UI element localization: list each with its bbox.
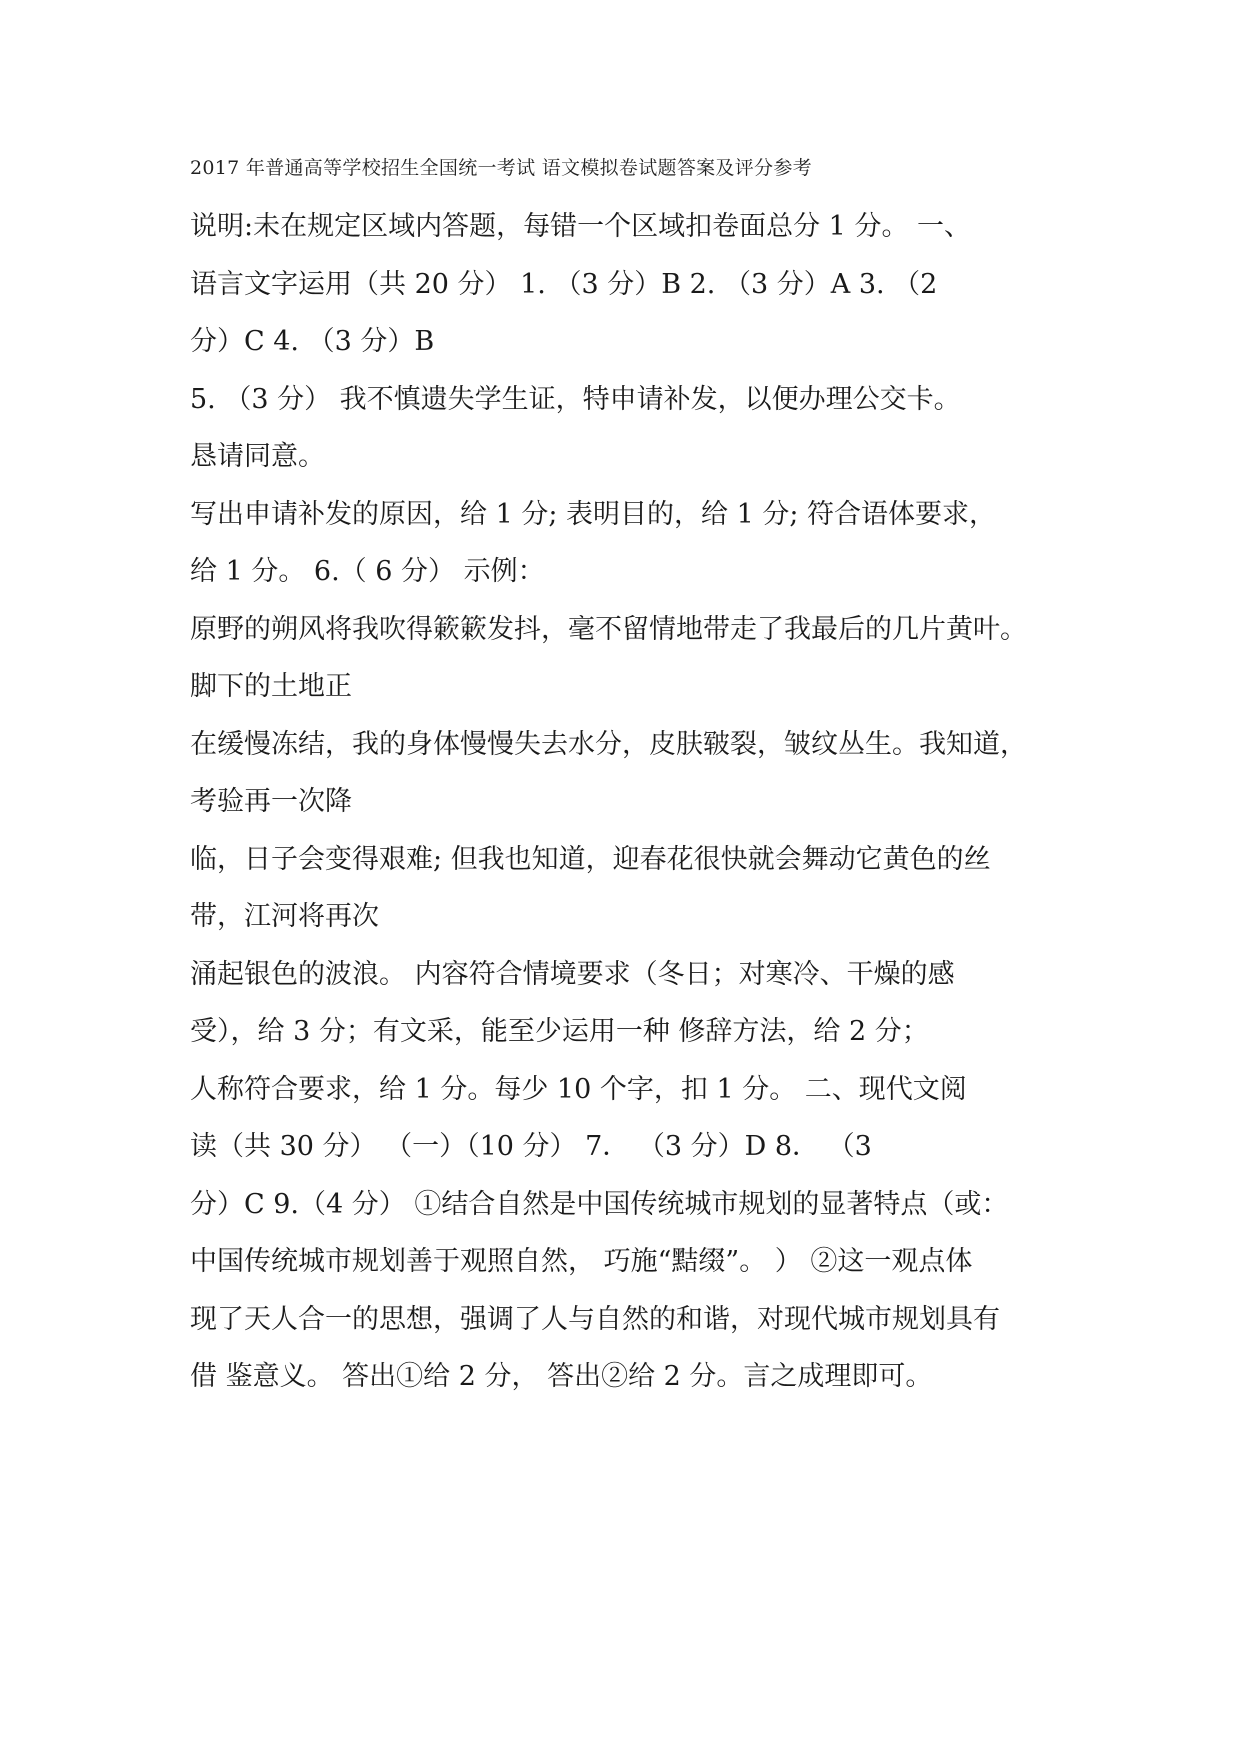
- text-line: 说明:未在规定区域内答题，每错一个区域扣卷面总分 1 分。 一、: [190, 211, 972, 242]
- text-line: 人称符合要求，给 1 分。每少 10 个字，扣 1 分。 二、现代文阅: [190, 1074, 967, 1105]
- text-line: 写出申请补发的原因，给 1 分; 表明目的，给 1 分; 符合语体要求，: [190, 499, 997, 530]
- text-line: 读（共 30 分） （一）（10 分） 7． （3 分）D 8． （3: [190, 1131, 872, 1162]
- text-line: 临，日子会变得艰难; 但我也知道，迎春花很快就会舞动它黄色的丝: [190, 844, 991, 875]
- text-line: 给 1 分。 6.（ 6 分） 示例：: [190, 556, 545, 587]
- text-line: 5. （3 分） 我不慎遗失学生证，特申请补发，以便办理公交卡。: [190, 384, 961, 415]
- text-line: 分）C 9.（4 分） ①结合自然是中国传统城市规划的显著特点（或：: [190, 1189, 1009, 1220]
- text-line: 借 鉴意义。 答出①给 2 分， 答出②给 2 分。言之成理即可。: [190, 1361, 933, 1392]
- text-line: 受），给 3 分；有文采，能至少运用一种 修辞方法，给 2 分；: [190, 1016, 929, 1047]
- text-line: 现了天人合一的思想，强调了人与自然的和谐，对现代城市规划具有: [190, 1304, 1000, 1335]
- text-line: 恳请同意。: [190, 441, 325, 472]
- text-line: 考验再一次降: [190, 786, 352, 817]
- text-line: 中国传统城市规划善于观照自然， 巧施“黠缀”。 ） ②这一观点体: [190, 1246, 973, 1277]
- text-line: 在缓慢冻结，我的身体慢慢失去水分，皮肤皲裂，皱纹丛生。我知道，: [190, 729, 1027, 760]
- text-line: 脚下的土地正: [190, 671, 352, 702]
- text-line: 语言文字运用（共 20 分） 1. （3 分）B 2. （3 分）A 3. （2: [190, 269, 938, 300]
- document-title: 2017 年普通高等学校招生全国统一考试 语文模拟卷试题答案及评分参考: [190, 157, 812, 179]
- text-line: 分）C 4. （3 分）B: [190, 326, 435, 357]
- text-line: 原野的朔风将我吹得簌簌发抖，毫不留情地带走了我最后的几片黄叶。: [190, 614, 1027, 645]
- text-line: 带，江河将再次: [190, 901, 379, 932]
- text-line: 涌起银色的波浪。 内容符合情境要求（冬日；对寒冷、干燥的感: [190, 959, 955, 990]
